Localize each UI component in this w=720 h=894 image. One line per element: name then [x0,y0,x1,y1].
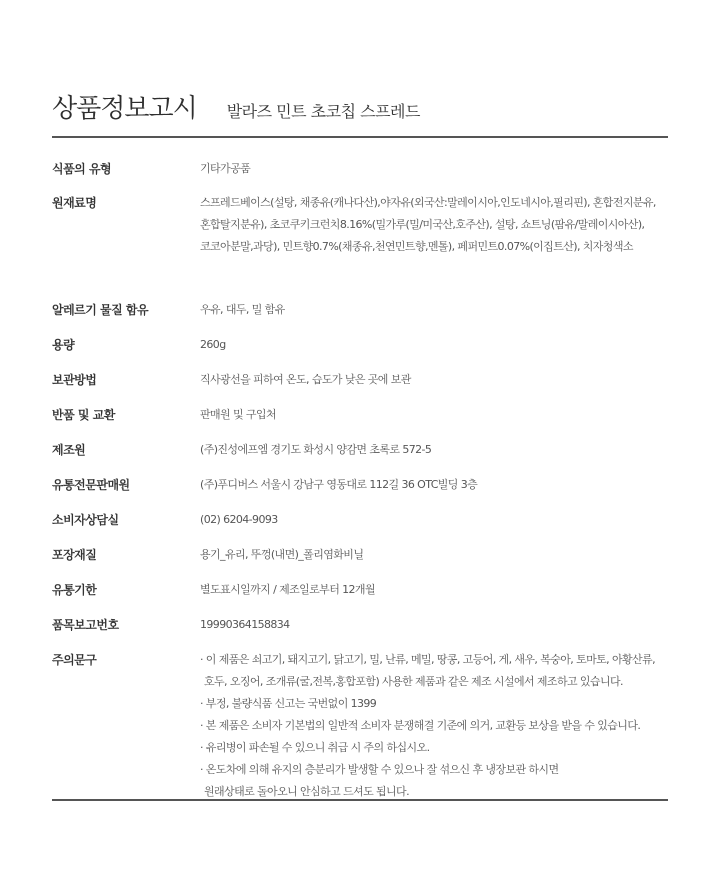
row-value [200,404,668,426]
row-value [200,439,668,461]
row-value [200,544,668,566]
caution-line: · 부정, 불량식품 신고는 국번없이 1399 [200,697,377,710]
row-value-line: 혼합탈지분유), 초코쿠키크런치8.16%(밀가루(밀/미국산,호주산), 설탕, 쇼트닝(팜유/말레이시아산), [200,218,645,231]
row-value-line: 판매원 및 구입처 [200,408,276,421]
row-label: 품목보고번호 [52,618,119,632]
caution-line: · 유리병이 파손될 수 있으니 취급 시 주의 하십시오. [200,741,430,754]
row-label: 유통전문판매원 [52,478,130,492]
row-packaging [52,544,668,566]
row-label: 제조원 [52,443,86,457]
row-label: 원재료명 [52,196,97,210]
row-label: 알레르기 물질 함유 [52,303,149,317]
row-label: 용량 [52,338,75,352]
row-value [200,158,668,180]
row-value-line: (주)푸디버스 서울시 강남구 영동대로 112길 36 OTC빌딩 3층 [200,478,478,491]
row-value-line: 우유, 대두, 밀 함유 [200,303,285,316]
row-label: 소비자상담실 [52,513,119,527]
row-label: 식품의 유형 [52,162,112,176]
row-value-line: 직사광선을 피하여 온도, 습도가 낮은 곳에 보관 [200,373,411,386]
page-title: 상품정보고시 [52,94,197,124]
row-cautions [52,649,668,803]
row-value [200,579,668,601]
row-distributor [52,474,668,496]
header [52,88,420,125]
top-divider [52,136,668,138]
row-value [200,334,668,356]
bottom-divider [52,799,668,801]
caution-line: · 이 제품은 쇠고기, 돼지고기, 닭고기, 밀, 난류, 메밀, 땅콩, 고등어, 게, 새우, 복숭아, 토마토, 아황산류, [200,653,655,666]
row-label: 주의문구 [52,653,97,667]
row-value-line: (주)진성에프엠 경기도 화성시 양감면 초록로 572-5 [200,443,432,456]
row-value-line: 별도표시일까지 / 제조일로부터 12개월 [200,583,375,596]
caution-line: 호두, 오징어, 조개류(굴,전복,홍합포함) 사용한 제품과 같은 제조 시설에서 제조하고 있습니다. [204,675,623,688]
caution-line: · 본 제품은 소비자 기본법의 일반적 소비자 분쟁해결 기준에 의거, 교환등 보상을 받을 수 있습니다. [200,719,641,732]
row-capacity [52,334,668,356]
row-value [200,649,668,803]
row-label: 반품 및 교환 [52,408,115,422]
row-value [200,474,668,496]
caution-line: 원래상태로 돌아오니 안심하고 드셔도 됩니다. [204,785,409,798]
row-storage [52,369,668,391]
row-value [200,369,668,391]
row-value [200,614,668,636]
row-value-line: 코코아분말,과당), 민트향0.7%(채종유,천연민트향,멘톨), 페퍼민트0.07%(이집트산), 치자청색소 [200,240,633,253]
row-label: 보관방법 [52,373,97,387]
row-label: 포장재질 [52,548,97,562]
row-food-type [52,158,668,180]
row-value [200,299,668,321]
row-label: 유통기한 [52,583,97,597]
row-manufacturer [52,439,668,461]
row-value-line: 260g [200,338,226,351]
row-customer-service [52,509,668,531]
row-allergens [52,299,668,321]
row-returns [52,404,668,426]
row-value [200,192,668,258]
product-name: 발라즈 민트 초코칩 스프레드 [226,102,420,121]
row-value-line: 기타가공품 [200,162,251,175]
row-value-line: 스프레드베이스(설탕, 채종유(캐나다산),야자유(외국산:말레이시아,인도네시아,필리핀), 혼합전지분유, [200,196,656,209]
row-report-number [52,614,668,636]
caution-line: · 온도차에 의해 유지의 층분리가 발생할 수 있으나 잘 섞으신 후 냉장보관 하시면 [200,763,559,776]
row-value-line: 용기_유리, 뚜껑(내면)_폴리염화비닐 [200,548,364,561]
row-value [200,509,668,531]
row-value-line: 19990364158834 [200,618,290,631]
row-ingredients [52,192,668,258]
row-expiry [52,579,668,601]
row-value-line: (02) 6204-9093 [200,513,278,526]
